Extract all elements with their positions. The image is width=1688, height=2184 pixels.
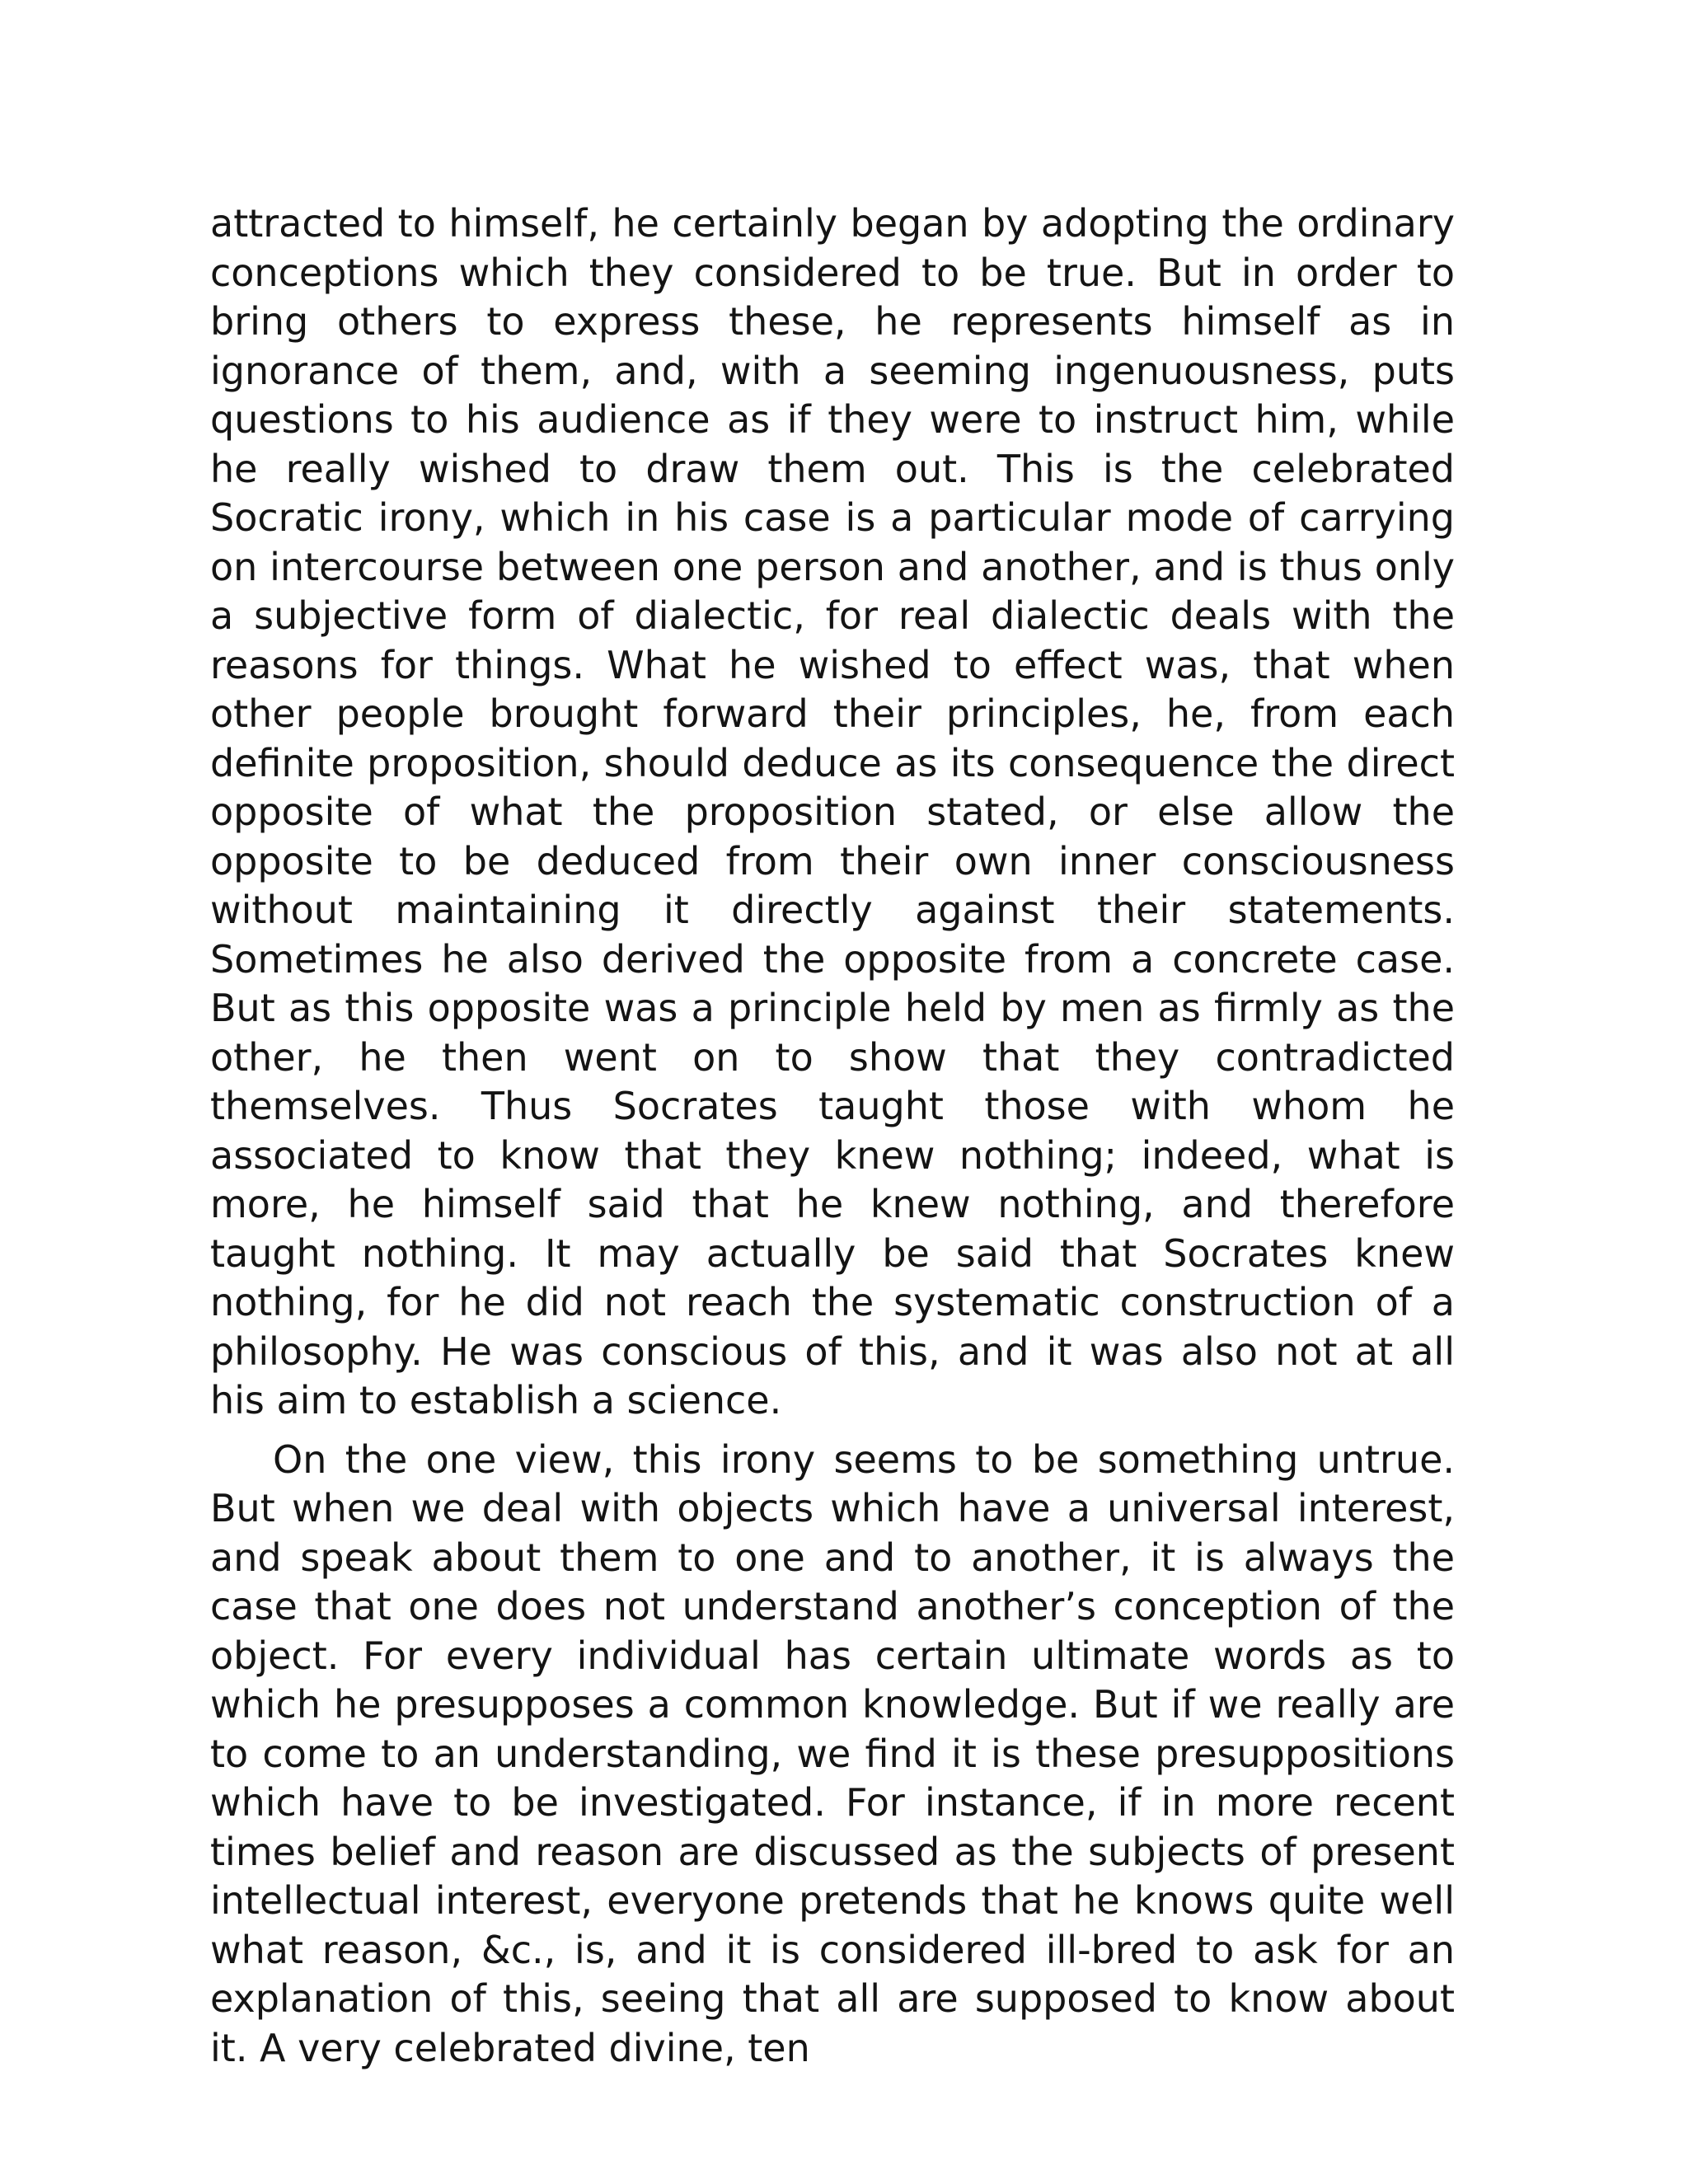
- paragraph-irony-untrue: On the one view, this irony seems to be something untrue. But when we deal with objects which have a universal interest, and speak about them to one and to another, it is always the case that one does not understand another’s conception of the object. For every individual has certain ultimate words as to which he presupposes a common knowledge. But if we really are to come to an understanding, we find it is these presuppositions which have to be investigated. For instance, if in more recent times belief and reason are discussed as the subjects of present intellectual interest, everyone pretends that he knows quite well what reason, &c., is, and it is considered ill-bred to ask for an explanation of this, seeing that all are supposed to know about it. A very celebrated divine, ten: [210, 1436, 1455, 2070]
- paragraph-socratic-irony-continued: attracted to himself, he certainly began by adopting the ordinary conceptions which they considered to be true. But in order to bring others to express these, he represents himself as in ignorance of them, and, with a seeming ingenuousness, puts questions to his audience as if they were to instruct him, while he really wished to draw them out. This is the celebrated Socratic irony, which in his case is a particular mode of carrying on intercourse between one person and another, and is thus only a subjective form of dialectic, for real dialectic deals with the reasons for things. What he wished to effect was, that when other people brought forward their principles, he, from each definite proposition, should deduce as its consequence the direct opposite of what the proposition stated, or else allow the opposite to be deduced from their own inner consciousness without maintaining it directly against their statements. Sometimes he also derived the opposite from a concrete case. But as this opposite was a principle held by men as firmly as the other, he then went on to show that they contradicted themselves. Thus Socrates taught those with whom he associated to know that they knew nothing; indeed, what is more, he himself said that he knew nothing, and therefore taught nothing. It may actually be said that Socrates knew nothing, for he did not reach the systematic construction of a philosophy. He was conscious of this, and it was also not at all his aim to establish a science.: [210, 201, 1455, 1422]
- body-text: [210, 199, 1455, 2073]
